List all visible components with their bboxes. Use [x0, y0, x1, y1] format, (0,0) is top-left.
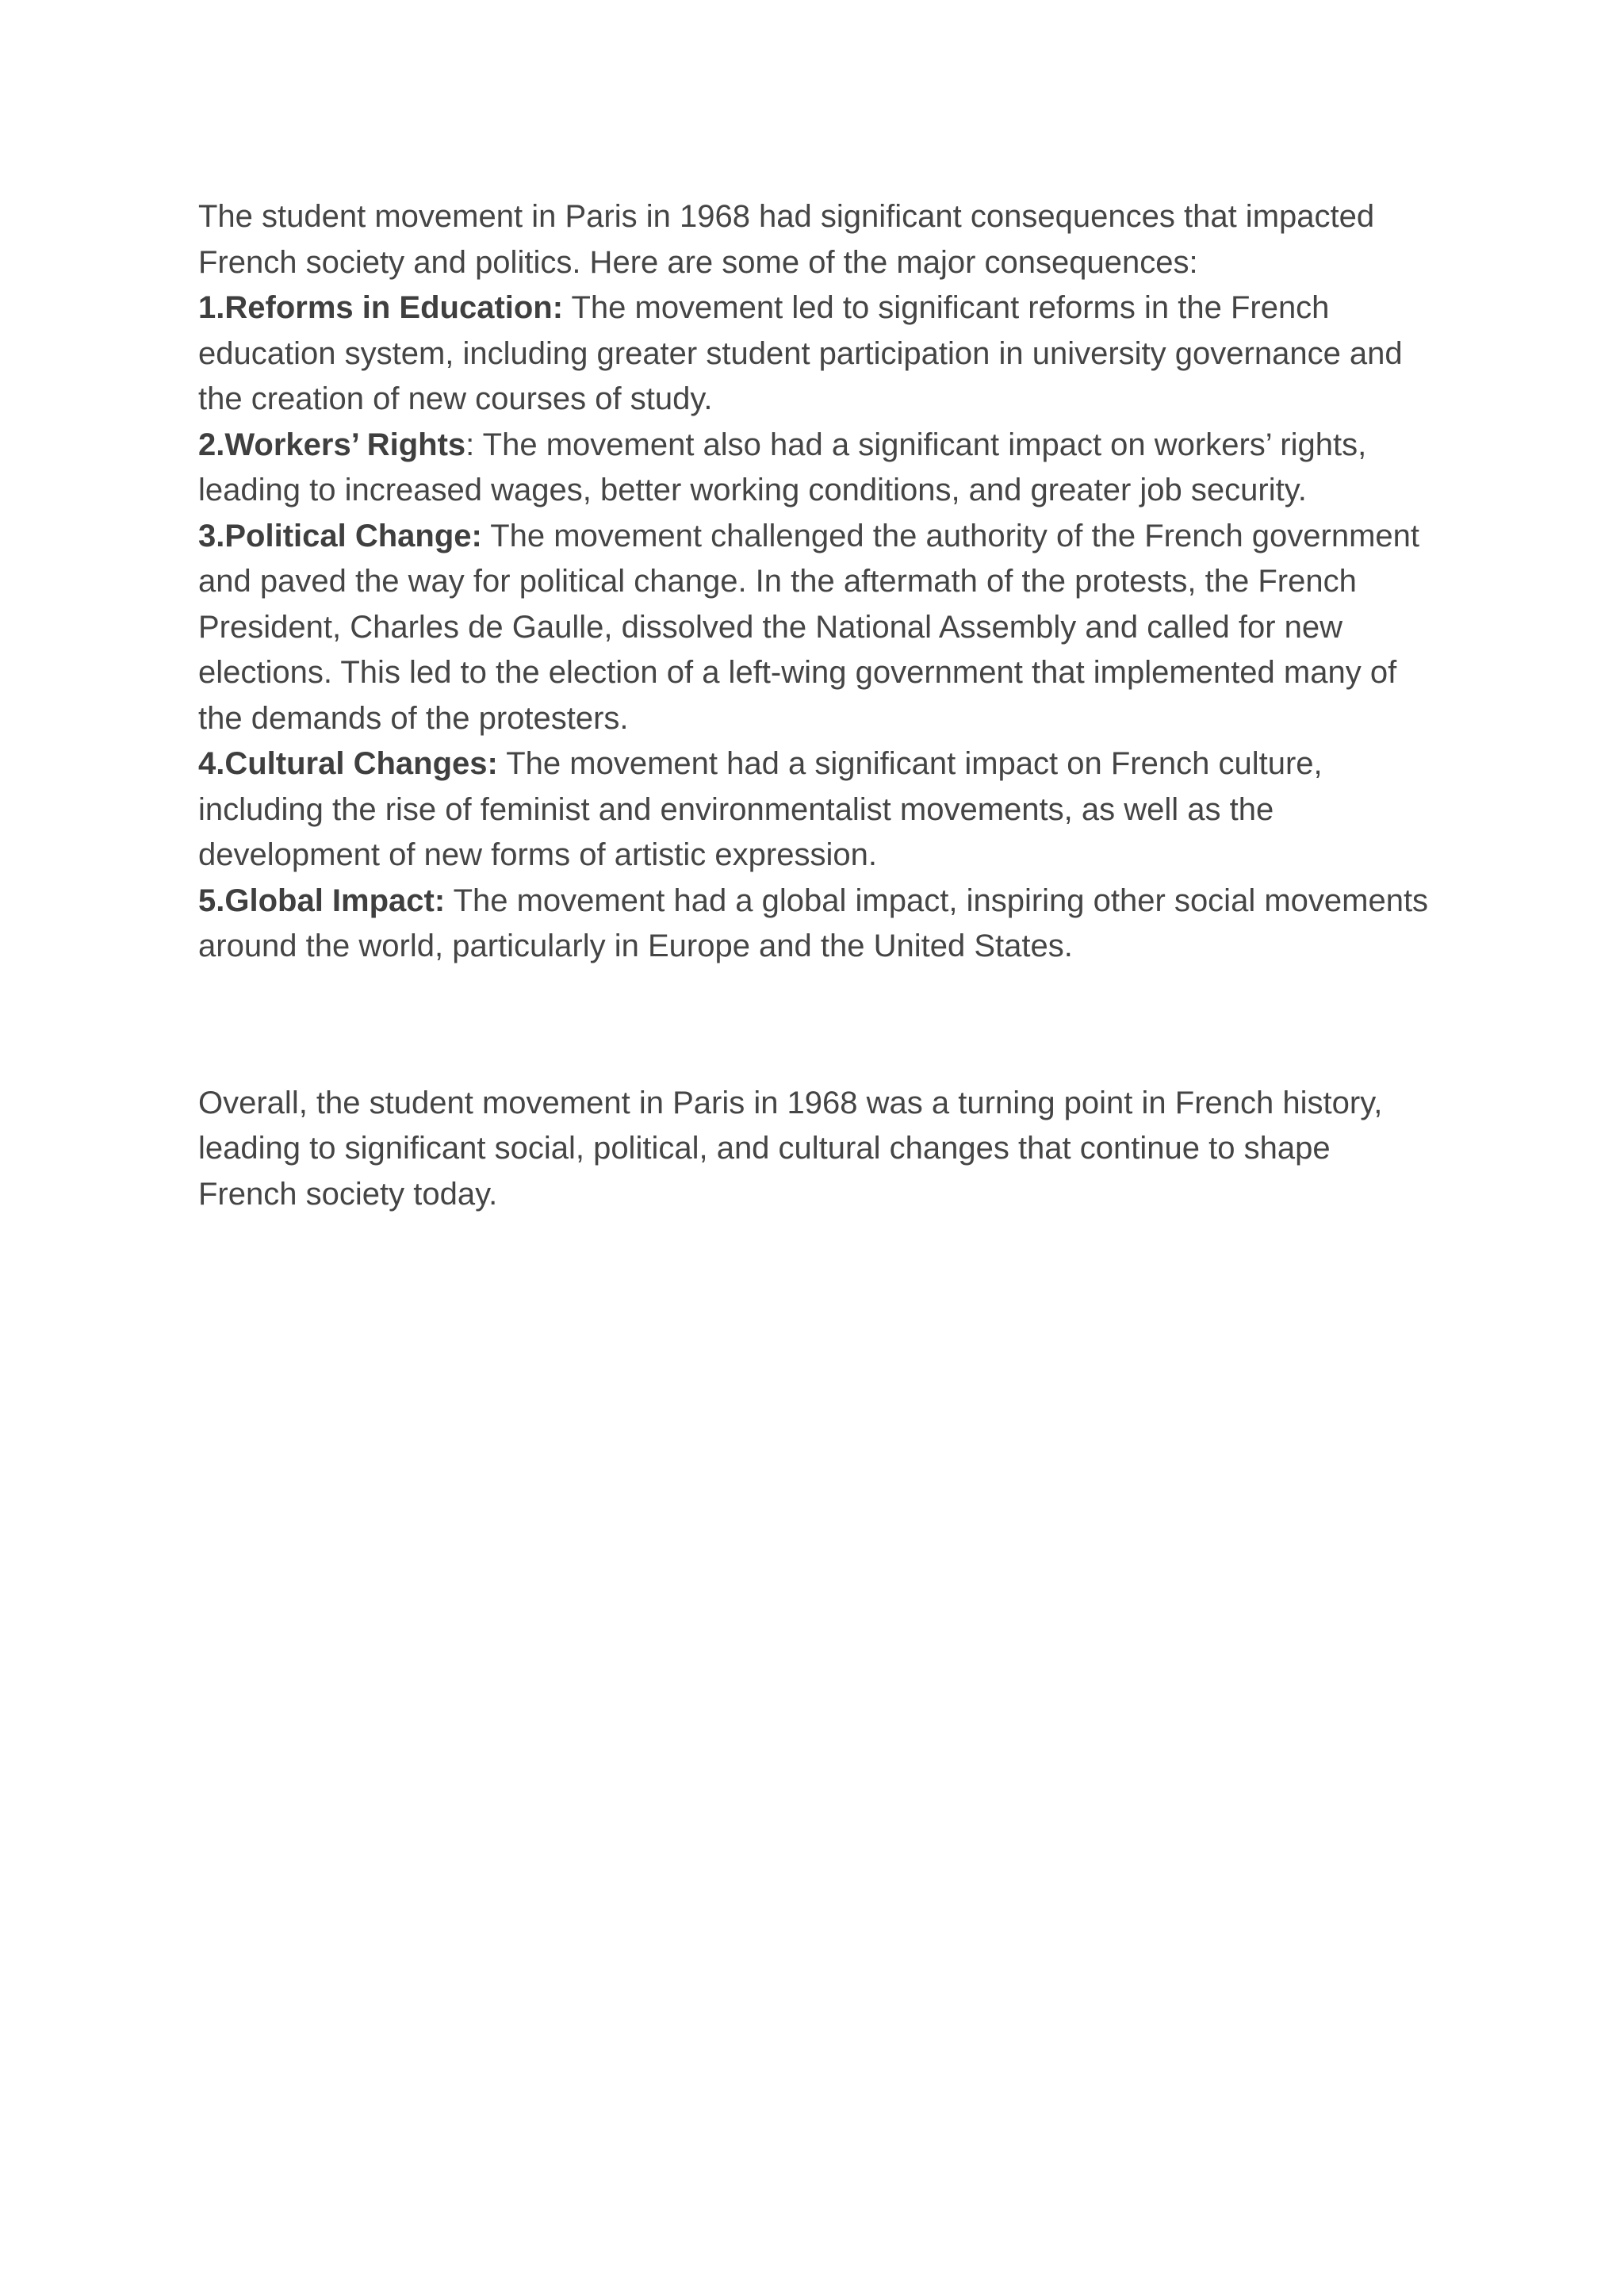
list-item-education	[198, 285, 1435, 423]
list-item-cultural-changes	[198, 741, 1435, 879]
document-body	[198, 194, 1435, 1217]
conclusion-paragraph: Overall, the student movement in Paris in 1968 was a turning point in French history, leading to significant social, political, and cultural changes that continue to shape French society today.	[198, 1085, 1383, 1212]
list-item-heading: 3.Political Change:	[198, 518, 482, 553]
paragraph-spacer	[198, 970, 1435, 1081]
intro-paragraph: The student movement in Paris in 1968 had significant consequences that impacted French society and politics. Here are some of the major consequences:	[198, 199, 1375, 280]
list-item-text: The movement challenged the authority of the French government and paved the way for political change. In the aftermath of the protests, the French President, Charles de Gaulle, dissolved the National Assembly and called for new elections. This led to the election of a left-wing government that implemented many of the demands of the protesters.	[198, 518, 1420, 736]
list-item-political-change	[198, 514, 1435, 742]
list-item-heading: 2.Workers’ Rights	[198, 427, 466, 462]
list-item-workers-rights	[198, 423, 1435, 514]
list-item-text: The movement had a significant impact on French culture, including the rise of feminist and environmentalist movements, as well as the development of new forms of artistic expression.	[198, 746, 1323, 872]
list-item-heading: 4.Cultural Changes:	[198, 746, 498, 781]
list-item-heading: 5.Global Impact:	[198, 883, 446, 918]
list-item-text: The movement had a global impact, inspiring other social movements around the world, particularly in Europe and the United States.	[198, 883, 1429, 963]
list-item-heading: 1.Reforms in Education:	[198, 290, 564, 325]
list-item-text: : The movement also had a significant impact on workers’ rights, leading to increased wages, better working conditions, and greater job security.	[198, 427, 1367, 507]
list-item-global-impact	[198, 879, 1435, 970]
list-item-text: The movement led to significant reforms in the French education system, including greater student participation in university governance and the creation of new courses of study.	[198, 290, 1403, 416]
